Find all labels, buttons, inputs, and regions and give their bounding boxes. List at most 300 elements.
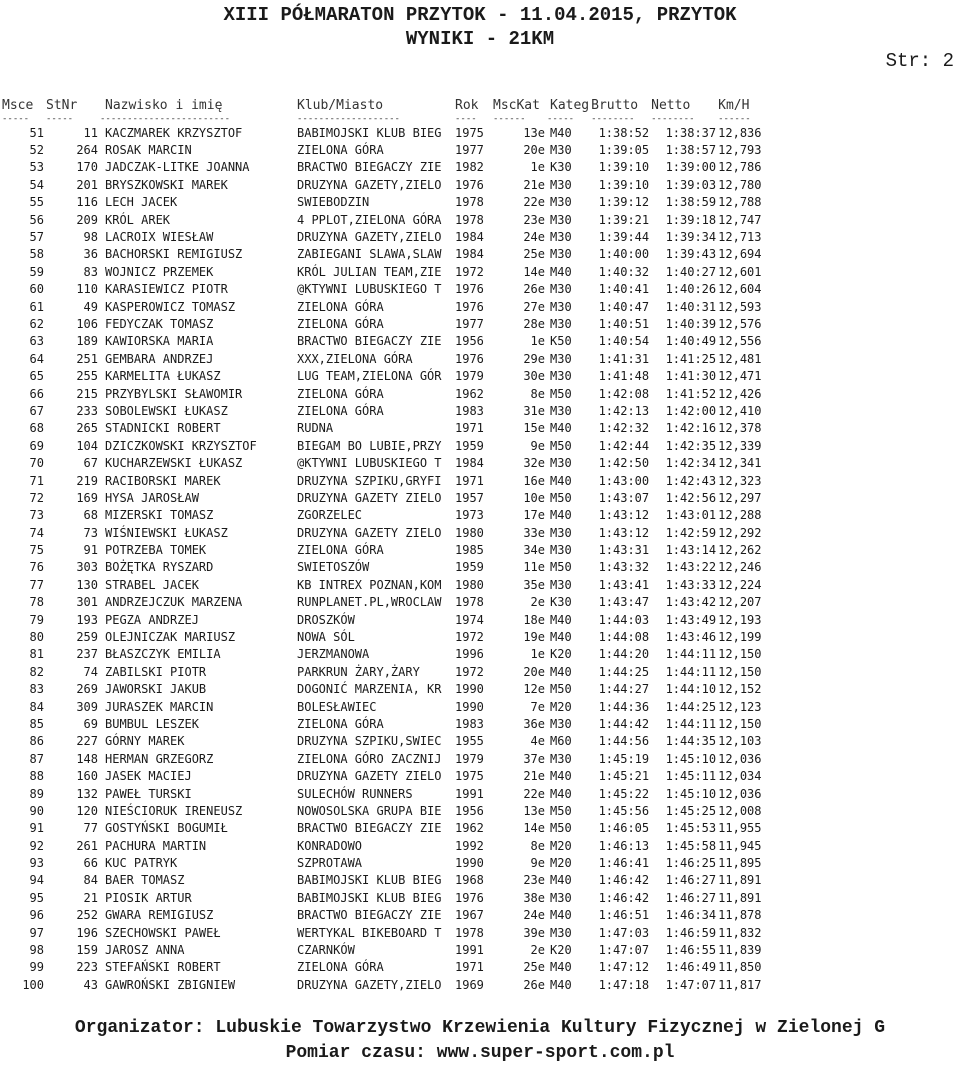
cell-club: DRUZYNA GAZETY,ZIELO	[297, 177, 442, 192]
cell-net-time: 1:41:30	[665, 369, 717, 384]
cell-name: BAER TOMASZ	[105, 873, 185, 888]
cell-name: STADNICKI ROBERT	[105, 421, 221, 436]
cell-year: 1972	[455, 664, 484, 679]
cell-net-time: 1:42:00	[665, 403, 717, 418]
cell-place: 66	[29, 386, 44, 401]
cell-cat-place: 28e	[523, 316, 545, 331]
cell-year: 1959	[455, 560, 484, 575]
cell-bib: 67	[83, 456, 98, 471]
col-msckat: MscKat	[493, 97, 540, 113]
cell-speed: 11,832	[718, 925, 762, 940]
cell-net-time: 1:39:00	[665, 160, 717, 175]
cell-net-time: 1:43:42	[665, 595, 717, 610]
cell-net-time: 1:44:25	[665, 699, 717, 714]
cell-category: M50	[550, 803, 572, 818]
cell-name: GEMBARA ANDRZEJ	[105, 351, 214, 366]
cell-category: M20	[550, 838, 572, 853]
cell-year: 1968	[455, 873, 484, 888]
cell-bib: 219	[76, 473, 98, 488]
cell-name: PAWEŁ TURSKI	[105, 786, 192, 801]
cell-club: BABIMOJSKI KLUB BIEG	[297, 873, 442, 888]
cell-net-time: 1:39:18	[665, 212, 717, 227]
cell-year: 1984	[455, 247, 484, 262]
cell-bib: 148	[76, 751, 98, 766]
cell-club: ZIELONA GÓRA	[297, 299, 384, 314]
cell-name: BRYSZKOWSKI MAREK	[105, 177, 228, 192]
cell-speed: 12,150	[718, 716, 762, 731]
cell-category: M30	[550, 369, 572, 384]
cell-category: K20	[550, 943, 572, 958]
cell-net-time: 1:43:49	[665, 612, 717, 627]
separator: ----	[455, 114, 477, 124]
cell-club: ZIELONA GÓRA	[297, 960, 384, 975]
cell-net-time: 1:38:37	[665, 125, 717, 140]
cell-category: K30	[550, 595, 572, 610]
cell-place: 89	[29, 786, 44, 801]
cell-club: ZIELONA GÓRA	[297, 316, 384, 331]
cell-category: M40	[550, 786, 572, 801]
cell-speed: 12,152	[718, 682, 762, 697]
cell-category: M40	[550, 473, 572, 488]
cell-year: 1996	[455, 647, 484, 662]
table-row	[2, 507, 778, 524]
cell-place: 58	[29, 247, 44, 262]
cell-name: PACHURA MARTIN	[105, 838, 207, 853]
cell-gross-time: 1:45:56	[598, 803, 650, 818]
cell-club: ZIELONA GÓRA	[297, 716, 384, 731]
cell-net-time: 1:42:43	[665, 473, 717, 488]
cell-speed: 11,945	[718, 838, 762, 853]
cell-category: M40	[550, 664, 572, 679]
cell-net-time: 1:46:25	[665, 856, 717, 871]
cell-category: K50	[550, 334, 572, 349]
cell-speed: 12,036	[718, 786, 762, 801]
cell-year: 1972	[455, 630, 484, 645]
cell-club: DOGONIĆ MARZENIA, KR	[297, 682, 442, 697]
cell-club: NOWOSOLSKA GRUPA BIE	[297, 803, 442, 818]
cell-bib: 309	[76, 699, 98, 714]
cell-net-time: 1:44:11	[665, 664, 717, 679]
cell-speed: 12,262	[718, 543, 762, 558]
cell-category: M40	[550, 125, 572, 140]
cell-speed: 12,713	[718, 230, 762, 245]
cell-club: SWIEBODZIN	[297, 195, 370, 210]
cell-cat-place: 35e	[523, 577, 545, 592]
cell-bib: 189	[76, 334, 98, 349]
table-row	[2, 576, 778, 593]
cell-name: KARASIEWICZ PIOTR	[105, 282, 228, 297]
cell-year: 1962	[455, 386, 484, 401]
cell-category: M50	[550, 490, 572, 505]
cell-bib: 110	[76, 282, 98, 297]
cell-gross-time: 1:43:12	[598, 525, 650, 540]
cell-place: 90	[29, 803, 44, 818]
cell-place: 69	[29, 438, 44, 453]
cell-gross-time: 1:46:42	[598, 890, 650, 905]
cell-net-time: 1:44:11	[665, 647, 717, 662]
cell-category: K20	[550, 647, 572, 662]
cell-speed: 12,008	[718, 803, 762, 818]
cell-name: BOŻĘTKA RYSZARD	[105, 560, 214, 575]
cell-speed: 12,604	[718, 282, 762, 297]
cell-gross-time: 1:44:42	[598, 716, 650, 731]
cell-gross-time: 1:43:07	[598, 490, 650, 505]
cell-year: 1990	[455, 682, 484, 697]
cell-cat-place: 23e	[523, 873, 545, 888]
cell-year: 1978	[455, 595, 484, 610]
cell-place: 68	[29, 421, 44, 436]
cell-bib: 237	[76, 647, 98, 662]
cell-gross-time: 1:39:21	[598, 212, 650, 227]
cell-bib: 11	[83, 125, 98, 140]
cell-year: 1959	[455, 438, 484, 453]
cell-club: ZIELONA GÓRA	[297, 403, 384, 418]
separator: --------	[651, 114, 695, 124]
cell-cat-place: 32e	[523, 456, 545, 471]
cell-place: 93	[29, 856, 44, 871]
cell-club: ZIELONA GÓRO ZACZNIJ	[297, 751, 442, 766]
table-row	[2, 246, 778, 263]
table-row	[2, 750, 778, 767]
table-row	[2, 820, 778, 837]
cell-net-time: 1:46:59	[665, 925, 717, 940]
cell-gross-time: 1:43:41	[598, 577, 650, 592]
page-number: Str: 2	[885, 50, 954, 72]
cell-cat-place: 17e	[523, 508, 545, 523]
cell-gross-time: 1:40:51	[598, 316, 650, 331]
cell-net-time: 1:47:07	[665, 977, 717, 992]
cell-category: M30	[550, 403, 572, 418]
cell-speed: 11,878	[718, 908, 762, 923]
cell-net-time: 1:45:58	[665, 838, 717, 853]
cell-year: 1973	[455, 508, 484, 523]
cell-category: M50	[550, 438, 572, 453]
cell-speed: 12,836	[718, 125, 762, 140]
cell-club: CZARNKÓW	[297, 943, 355, 958]
cell-cat-place: 34e	[523, 543, 545, 558]
cell-bib: 301	[76, 595, 98, 610]
cell-cat-place: 36e	[523, 716, 545, 731]
cell-place: 61	[29, 299, 44, 314]
cell-club: KRÓL JULIAN TEAM,ZIE	[297, 264, 442, 279]
cell-year: 1976	[455, 351, 484, 366]
cell-category: M30	[550, 751, 572, 766]
cell-category: M30	[550, 925, 572, 940]
cell-gross-time: 1:43:31	[598, 543, 650, 558]
cell-gross-time: 1:44:08	[598, 630, 650, 645]
cell-name: GÓRNY MAREK	[105, 734, 185, 749]
cell-speed: 12,034	[718, 769, 762, 784]
cell-place: 59	[29, 264, 44, 279]
cell-category: M40	[550, 264, 572, 279]
cell-speed: 11,891	[718, 873, 762, 888]
cell-place: 53	[29, 160, 44, 175]
cell-place: 79	[29, 612, 44, 627]
cell-place: 100	[22, 977, 44, 992]
cell-name: ANDRZEJCZUK MARZENA	[105, 595, 243, 610]
table-row	[2, 263, 778, 280]
cell-gross-time: 1:39:44	[598, 230, 650, 245]
cell-category: M30	[550, 143, 572, 158]
cell-gross-time: 1:39:05	[598, 143, 650, 158]
results-body	[2, 124, 778, 994]
cell-place: 57	[29, 230, 44, 245]
table-row	[2, 541, 778, 558]
cell-net-time: 1:43:14	[665, 543, 717, 558]
cell-speed: 12,207	[718, 595, 762, 610]
cell-speed: 12,292	[718, 525, 762, 540]
cell-year: 1984	[455, 456, 484, 471]
table-row	[2, 298, 778, 315]
table-row	[2, 559, 778, 576]
cell-place: 52	[29, 143, 44, 158]
cell-net-time: 1:42:59	[665, 525, 717, 540]
cell-gross-time: 1:42:44	[598, 438, 650, 453]
cell-cat-place: 1e	[530, 334, 545, 349]
cell-name: BUMBUL LESZEK	[105, 716, 199, 731]
separator: -----	[2, 114, 30, 124]
cell-place: 98	[29, 943, 44, 958]
cell-place: 87	[29, 751, 44, 766]
cell-name: FEDYCZAK TOMASZ	[105, 316, 214, 331]
cell-place: 86	[29, 734, 44, 749]
cell-net-time: 1:40:39	[665, 316, 717, 331]
cell-cat-place: 20e	[523, 143, 545, 158]
separator: -----	[547, 114, 575, 124]
table-row	[2, 941, 778, 958]
cell-speed: 11,817	[718, 977, 762, 992]
cell-gross-time: 1:39:10	[598, 177, 650, 192]
cell-gross-time: 1:46:51	[598, 908, 650, 923]
cell-net-time: 1:40:49	[665, 334, 717, 349]
cell-category: M30	[550, 890, 572, 905]
cell-club: SZPROTAWA	[297, 856, 363, 871]
cell-name: POTRZEBA TOMEK	[105, 543, 207, 558]
cell-club: PARKRUN ŻARY,ŻARY	[297, 664, 420, 679]
cell-club: @KTYWNI LUBUSKIEGO T	[297, 456, 442, 471]
cell-place: 82	[29, 664, 44, 679]
cell-bib: 215	[76, 386, 98, 401]
cell-speed: 11,850	[718, 960, 762, 975]
cell-club: BRACTWO BIEGACZY ZIE	[297, 160, 442, 175]
cell-year: 1991	[455, 786, 484, 801]
cell-speed: 12,224	[718, 577, 762, 592]
table-row	[2, 907, 778, 924]
col-year: Rok	[455, 97, 479, 113]
cell-cat-place: 30e	[523, 369, 545, 384]
cell-place: 88	[29, 769, 44, 784]
cell-gross-time: 1:46:41	[598, 856, 650, 871]
cell-net-time: 1:39:03	[665, 177, 717, 192]
table-row	[2, 524, 778, 541]
cell-club: DRUZYNA GAZETY,ZIELO	[297, 230, 442, 245]
cell-place: 85	[29, 716, 44, 731]
cell-name: LACROIX WIESŁAW	[105, 230, 214, 245]
cell-category: M60	[550, 734, 572, 749]
cell-bib: 49	[83, 299, 98, 314]
cell-club: BRACTWO BIEGACZY ZIE	[297, 908, 442, 923]
cell-club: DRUZYNA GAZETY ZIELO	[297, 769, 442, 784]
cell-cat-place: 26e	[523, 977, 545, 992]
cell-year: 1975	[455, 125, 484, 140]
cell-net-time: 1:45:25	[665, 803, 717, 818]
cell-bib: 196	[76, 925, 98, 940]
cell-name: ROSAK MARCIN	[105, 143, 192, 158]
cell-net-time: 1:43:46	[665, 630, 717, 645]
cell-net-time: 1:42:34	[665, 456, 717, 471]
cell-name: WOJNICZ PRZEMEK	[105, 264, 214, 279]
cell-place: 92	[29, 838, 44, 853]
cell-net-time: 1:39:43	[665, 247, 717, 262]
table-row	[2, 124, 778, 141]
cell-bib: 74	[83, 664, 98, 679]
results-table	[2, 96, 778, 994]
cell-club: JERZMANOWA	[297, 647, 370, 662]
cell-place: 72	[29, 490, 44, 505]
cell-bib: 91	[83, 543, 98, 558]
cell-gross-time: 1:47:03	[598, 925, 650, 940]
table-row	[2, 333, 778, 350]
cell-club: ZIELONA GÓRA	[297, 543, 384, 558]
table-row	[2, 924, 778, 941]
cell-cat-place: 9e	[530, 438, 545, 453]
cell-net-time: 1:46:55	[665, 943, 717, 958]
cell-gross-time: 1:42:13	[598, 403, 650, 418]
cell-bib: 159	[76, 943, 98, 958]
cell-gross-time: 1:41:48	[598, 369, 650, 384]
cell-net-time: 1:42:35	[665, 438, 717, 453]
cell-name: KARMELITA ŁUKASZ	[105, 369, 221, 384]
col-club: Klub/Miasto	[297, 97, 384, 113]
cell-name: SZECHOWSKI PAWEŁ	[105, 925, 221, 940]
cell-net-time: 1:45:11	[665, 769, 717, 784]
table-header-row	[2, 96, 778, 114]
cell-bib: 69	[83, 716, 98, 731]
cell-club: LUG TEAM,ZIELONA GÓR	[297, 369, 442, 384]
cell-net-time: 1:41:52	[665, 386, 717, 401]
cell-cat-place: 21e	[523, 769, 545, 784]
cell-gross-time: 1:47:12	[598, 960, 650, 975]
cell-club: 4 PPLOT,ZIELONA GÓRA	[297, 212, 442, 227]
cell-place: 73	[29, 508, 44, 523]
cell-name: PEGZA ANDRZEJ	[105, 612, 199, 627]
cell-year: 1956	[455, 334, 484, 349]
cell-year: 1974	[455, 612, 484, 627]
cell-gross-time: 1:40:54	[598, 334, 650, 349]
cell-category: M50	[550, 821, 572, 836]
cell-bib: 265	[76, 421, 98, 436]
cell-speed: 12,199	[718, 630, 762, 645]
cell-club: KB INTREX POZNAN,KOM	[297, 577, 442, 592]
cell-year: 1978	[455, 925, 484, 940]
cell-bib: 120	[76, 803, 98, 818]
cell-bib: 84	[83, 873, 98, 888]
cell-place: 55	[29, 195, 44, 210]
table-row	[2, 854, 778, 871]
cell-bib: 209	[76, 212, 98, 227]
cell-speed: 12,339	[718, 438, 762, 453]
cell-place: 71	[29, 473, 44, 488]
table-row	[2, 889, 778, 906]
cell-cat-place: 20e	[523, 664, 545, 679]
cell-bib: 21	[83, 890, 98, 905]
cell-speed: 12,323	[718, 473, 762, 488]
cell-cat-place: 18e	[523, 612, 545, 627]
cell-name: MIZERSKI TOMASZ	[105, 508, 214, 523]
cell-gross-time: 1:44:56	[598, 734, 650, 749]
cell-bib: 116	[76, 195, 98, 210]
table-row	[2, 194, 778, 211]
cell-gross-time: 1:40:47	[598, 299, 650, 314]
cell-bib: 160	[76, 769, 98, 784]
cell-cat-place: 24e	[523, 908, 545, 923]
cell-year: 1982	[455, 160, 484, 175]
cell-gross-time: 1:44:25	[598, 664, 650, 679]
cell-club: DROSZKÓW	[297, 612, 355, 627]
cell-name: NIEŚCIORUK IRENEUSZ	[105, 803, 243, 818]
cell-speed: 12,556	[718, 334, 762, 349]
cell-club: BRACTWO BIEGACZY ZIE	[297, 334, 442, 349]
cell-cat-place: 8e	[530, 838, 545, 853]
cell-cat-place: 26e	[523, 282, 545, 297]
cell-year: 1978	[455, 195, 484, 210]
cell-speed: 12,593	[718, 299, 762, 314]
cell-name: STRABEL JACEK	[105, 577, 199, 592]
cell-year: 1976	[455, 299, 484, 314]
separator: ------------------------	[100, 114, 231, 124]
cell-gross-time: 1:44:36	[598, 699, 650, 714]
cell-gross-time: 1:43:00	[598, 473, 650, 488]
cell-speed: 12,341	[718, 456, 762, 471]
cell-name: HYSA JAROSŁAW	[105, 490, 199, 505]
cell-place: 97	[29, 925, 44, 940]
table-row	[2, 437, 778, 454]
cell-bib: 252	[76, 908, 98, 923]
cell-bib: 66	[83, 856, 98, 871]
cell-club: ZIELONA GÓRA	[297, 386, 384, 401]
cell-gross-time: 1:39:10	[598, 160, 650, 175]
cell-name: WIŚNIEWSKI ŁUKASZ	[105, 525, 228, 540]
cell-category: M40	[550, 873, 572, 888]
cell-speed: 12,786	[718, 160, 762, 175]
cell-year: 1992	[455, 838, 484, 853]
cell-speed: 12,297	[718, 490, 762, 505]
cell-bib: 36	[83, 247, 98, 262]
cell-year: 1983	[455, 403, 484, 418]
cell-year: 1978	[455, 212, 484, 227]
cell-name: KACZMAREK KRZYSZTOF	[105, 125, 243, 140]
cell-place: 51	[29, 125, 44, 140]
cell-bib: 259	[76, 630, 98, 645]
cell-gross-time: 1:45:22	[598, 786, 650, 801]
cell-bib: 106	[76, 316, 98, 331]
cell-category: M20	[550, 856, 572, 871]
cell-net-time: 1:43:22	[665, 560, 717, 575]
cell-place: 80	[29, 630, 44, 645]
cell-cat-place: 9e	[530, 856, 545, 871]
cell-place: 81	[29, 647, 44, 662]
cell-place: 67	[29, 403, 44, 418]
cell-category: M50	[550, 560, 572, 575]
cell-name: LECH JACEK	[105, 195, 178, 210]
cell-cat-place: 14e	[523, 821, 545, 836]
cell-speed: 12,780	[718, 177, 762, 192]
cell-speed: 12,576	[718, 316, 762, 331]
cell-name: JAROSZ ANNA	[105, 943, 185, 958]
separator-row	[2, 114, 778, 124]
cell-net-time: 1:45:53	[665, 821, 717, 836]
cell-speed: 12,378	[718, 421, 762, 436]
